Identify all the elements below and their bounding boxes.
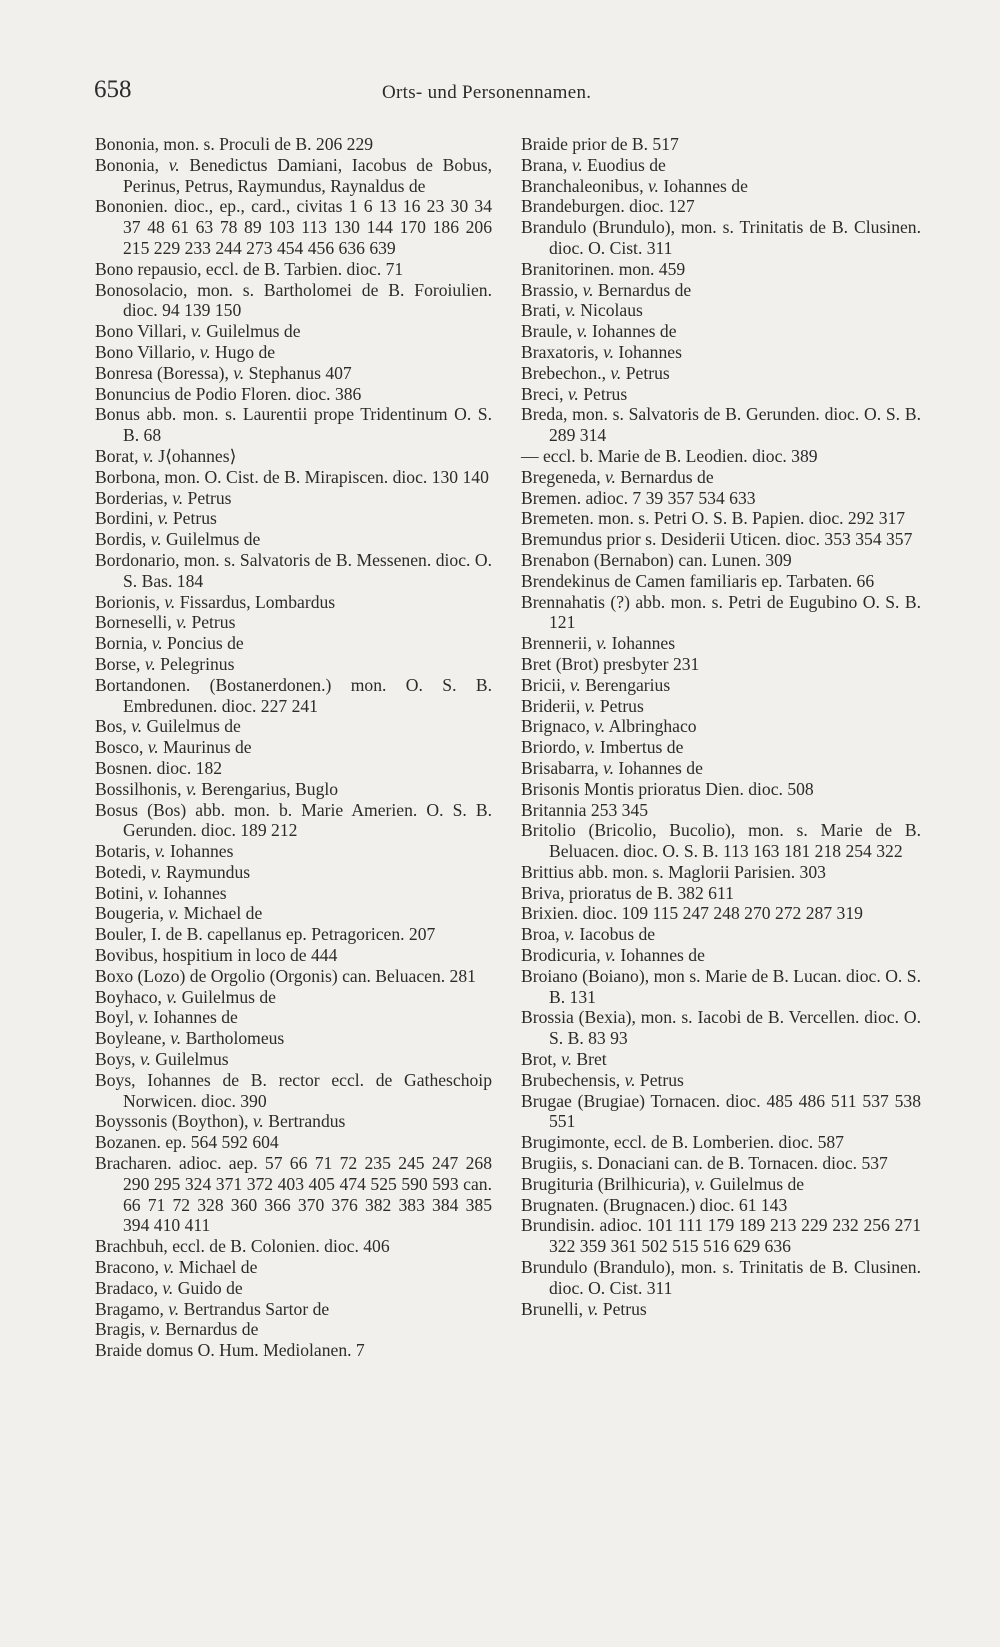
index-entry: Bricii, v. Berengarius [521,674,671,695]
index-entry: Bougeria, v. Michael de [95,903,263,924]
index-entry: Brachbuh, eccl. de B. Colonien. dioc. 406 [95,1236,390,1257]
index-entry: Brenabon (Bernabon) can. Lunen. 309 [521,549,792,570]
index-entry: Boys, Iohannes de B. rector eccl. de Gatheschoip Norwicen. dioc. 390 [95,1069,492,1111]
index-entry: Boxo (Lozo) de Orgolio (Orgonis) can. Beluacen. 281 [95,965,476,986]
index-entry: Bosnen. dioc. 182 [95,757,223,778]
index-entry: Bracono, v. Michael de [95,1257,258,1278]
index-entry: Brisonis Montis prioratus Dien. dioc. 508 [521,778,814,799]
index-entry: Bononia, mon. s. Proculi de B. 206 229 [95,134,374,154]
index-entry: Brunelli, v. Petrus [521,1298,647,1319]
running-title: Orts- und Personennamen. [382,82,592,103]
index-entry: Brundisin. adioc. 101 111 179 189 213 229 232 256 271 322 359 361 502 515 516 629 636 [521,1215,921,1257]
index-entry: Brana, v. Euodius de [521,154,666,175]
index-entry: Bossilhonis, v. Berengarius, Buglo [95,778,339,799]
index-entry: Britolio (Bricolio, Bucolio), mon. s. Marie de B. Beluacen. dioc. O. S. B. 113 163 181 218 254 322 [521,820,921,862]
page-header [94,76,924,116]
index-entry: Britannia 253 345 [521,799,649,820]
index-entry: Bradaco, v. Guido de [95,1277,243,1298]
page-number: 658 [94,76,132,103]
index-entry: Briordo, v. Imbertus de [521,737,684,758]
index-entry: Brassio, v. Bernardus de [521,279,692,300]
index-entry: Brendekinus de Camen familiaris ep. Tarbaten. 66 [521,570,875,591]
index-entry: Borderias, v. Petrus [95,487,232,508]
index-entry: Bordonario, mon. s. Salvatoris de B. Messenen. dioc. O. S. Bas. 184 [95,549,492,591]
index-entry: Breci, v. Petrus [521,383,628,404]
index-entry: Borat, v. J⟨ohannes⟩ [95,445,237,466]
index-entry: — eccl. b. Marie de B. Leodien. dioc. 389 [521,445,818,466]
index-entry: Bos, v. Guilelmus de [95,716,241,737]
index-entry: Branitorinen. mon. 459 [521,258,686,279]
index-entry: Brundulo (Brandulo), mon. s. Trinitatis de B. Clusinen. dioc. O. Cist. 311 [521,1257,921,1298]
index-entry: Botedi, v. Raymundus [95,861,251,882]
index-entry: Bremeten. mon. s. Petri O. S. B. Papien. dioc. 292 317 [521,508,906,529]
index-entry: Bouler, I. de B. capellanus ep. Petragoricen. 207 [95,924,436,945]
index-entry: Bonuncius de Podio Floren. dioc. 386 [95,383,362,404]
index-entry: Bonresa (Boressa), v. Stephanus 407 [95,362,352,383]
index-entry: Breda, mon. s. Salvatoris de B. Gerunden. dioc. O. S. B. 289 314 [521,404,921,446]
index-entry: Brugae (Brugiae) Tornacen. dioc. 485 486 511 537 538 551 [521,1090,921,1132]
index-entry: Bregeneda, v. Bernardus de [521,466,714,487]
index-entry: Brati, v. Nicolaus [521,300,643,321]
index-entry: Brot, v. Bret [521,1049,607,1070]
index-entry: Brodicuria, v. Iohannes de [521,945,705,966]
index-entry: Botini, v. Iohannes [95,882,227,903]
index-entry: Bozanen. ep. 564 592 604 [95,1132,279,1153]
index-entry: Bortandonen. (Bostanerdonen.) mon. O. S. B. Embredunen. dioc. 227 241 [95,674,492,716]
index-entry: Bremundus prior s. Desiderii Uticen. dioc. 353 354 357 [521,529,913,550]
index-entry: Bracharen. adioc. aep. 57 66 71 72 235 245 247 268 290 295 324 371 372 403 405 474 525 590 593 can. 66 71 72 328 360 366 370 376 382 383 384 385 394 410 411 [95,1153,492,1236]
index-entry: Braide prior de B. 517 [521,134,679,154]
index-entry: Braule, v. Iohannes de [521,321,677,342]
index-entry: Bremen. adioc. 7 39 357 534 633 [521,487,756,508]
index-entry: Braxatoris, v. Iohannes [521,341,682,362]
index-entry: Bordini, v. Petrus [95,508,217,529]
index-entry: Bonosolacio, mon. s. Bartholomei de B. Foroiulien. dioc. 94 139 150 [95,279,492,321]
index-entry: Borbona, mon. O. Cist. de B. Mirapiscen. dioc. 130 140 [95,466,489,487]
index-entry: Brubechensis, v. Petrus [521,1069,684,1090]
index-entry: Bonus abb. mon. s. Laurentii prope Tridentinum O. S. B. 68 [95,404,492,446]
index-entry: Briva, prioratus de B. 382 611 [521,882,734,903]
index-entry: Briderii, v. Petrus [521,695,644,716]
index-entry: Botaris, v. Iohannes [95,841,234,862]
index-entry: Bragis, v. Bernardus de [95,1319,259,1340]
index-column-left [95,134,492,1361]
index-entry: Boyleane, v. Bartholomeus [95,1028,285,1049]
index-entry: Broa, v. Iacobus de [521,924,656,945]
index-entry: Brandeburgen. dioc. 127 [521,196,695,217]
index-entry: Bononien. dioc., ep., card., civitas 1 6 13 16 23 30 34 37 48 61 63 78 89 103 113 130 144 170 186 206 215 229 233 244 273 454 456 636 639 [95,196,492,258]
index-entry: Bret (Brot) presbyter 231 [521,653,700,674]
index-entry: Branchaleonibus, v. Iohannes de [521,175,748,196]
index-entry: Brugnaten. (Brugnacen.) dioc. 61 143 [521,1194,788,1215]
index-column-right [521,134,921,1319]
index-entry: Bosus (Bos) abb. mon. b. Marie Amerien. O. S. B. Gerunden. dioc. 189 212 [95,799,492,841]
index-entry: Brugituria (Brilhicuria), v. Guilelmus de [521,1173,805,1194]
index-entry: Brebechon., v. Petrus [521,362,670,383]
index-entry: Bosco, v. Maurinus de [95,737,252,758]
index-entry: Boyssonis (Boython), v. Bertrandus [95,1111,346,1132]
index-entry: Boys, v. Guilelmus [95,1049,229,1070]
index-entry: Brossia (Bexia), mon. s. Iacobi de B. Vercellen. dioc. O. S. B. 83 93 [521,1007,921,1049]
index-entry: Bordis, v. Guilelmus de [95,529,261,550]
index-entry: Bornia, v. Poncius de [95,633,244,654]
index-entry: Borneselli, v. Petrus [95,612,236,633]
index-entry: Bono Villari, v. Guilelmus de [95,321,301,342]
index-entry: Bono Villario, v. Hugo de [95,341,276,362]
index-entry: Brisabarra, v. Iohannes de [521,757,703,778]
index-entry: Bragamo, v. Bertrandus Sartor de [95,1298,330,1319]
index-entry: Brugiis, s. Donaciani can. de B. Tornacen. dioc. 537 [521,1153,888,1174]
index-entry: Brignaco, v. Albringhaco [521,716,697,737]
index-entry: Bononia, v. Benedictus Damiani, Iacobus de Bobus, Perinus, Petrus, Raymundus, Raynaldus de [95,154,492,196]
index-entry: Brixien. dioc. 109 115 247 248 270 272 287 319 [521,903,863,924]
index-entry: Braide domus O. Hum. Mediolanen. 7 [95,1340,365,1361]
index-entry: Brennerii, v. Iohannes [521,633,676,654]
index-entry: Boyhaco, v. Guilelmus de [95,986,276,1007]
index-entry: Bovibus, hospitium in loco de 444 [95,945,338,966]
index-entry: Brandulo (Brundulo), mon. s. Trinitatis de B. Clusinen. dioc. O. Cist. 311 [521,217,921,258]
index-entry: Boyl, v. Iohannes de [95,1007,238,1028]
index-entry: Borse, v. Pelegrinus [95,653,235,674]
index-entry: Brittius abb. mon. s. Maglorii Parisien. 303 [521,861,826,882]
index-entry: Broiano (Boiano), mon s. Marie de B. Lucan. dioc. O. S. B. 131 [521,965,921,1007]
index-entry: Borionis, v. Fissardus, Lombardus [95,591,336,612]
index-entry: Brugimonte, eccl. de B. Lomberien. dioc. 587 [521,1132,844,1153]
index-entry: Brennahatis (?) abb. mon. s. Petri de Eugubino O. S. B. 121 [521,591,921,633]
index-entry: Bono repausio, eccl. de B. Tarbien. dioc. 71 [95,258,404,279]
